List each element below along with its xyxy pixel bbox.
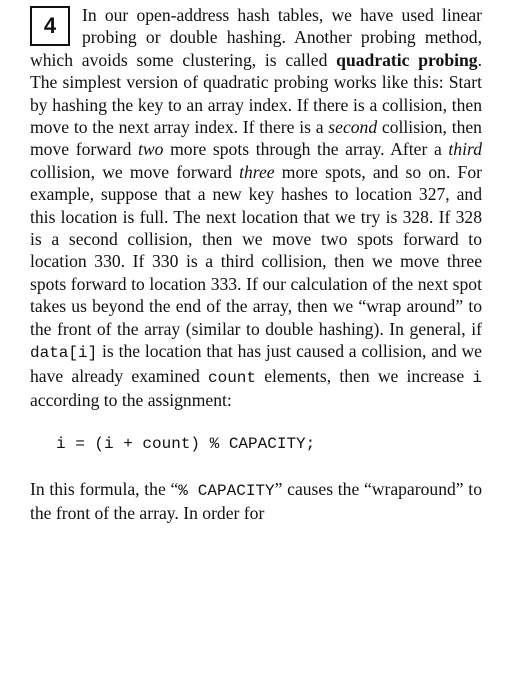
code-data-i: data[i]	[30, 344, 98, 363]
sentence-5-start: is the location that has just caused a collision, and we have already examined	[30, 341, 482, 386]
sentence-3-rest: more spots through the array. After a	[163, 139, 449, 160]
formula-code-line: i = (i + count) % CAPACITY;	[56, 435, 316, 454]
sentence-4-start: collision, we move forward	[30, 161, 240, 182]
para2-rest: ” causes the “wraparound” to the front of the array. In order for	[30, 478, 482, 524]
exercise-paragraph-1	[30, 4, 482, 411]
sentence-5-end: according to the assignment:	[30, 389, 232, 410]
exercise-block	[30, 4, 482, 525]
sentence-2-rest: . The simplest version of quadratic probing works like this: Start by hashing the key to an array index. If there is a collision, then move to the next array index. If there is a	[30, 49, 482, 138]
sentence-1: In our open-address hash tables, we have used linear probing or double hashing.	[82, 5, 482, 48]
code-i: i	[472, 368, 482, 387]
emphasis-two: two	[138, 139, 164, 160]
emphasis-three: three	[239, 161, 275, 182]
code-count: count	[207, 368, 256, 387]
sentence-2-start: Another probing method, which avoids some clustering, is called	[30, 27, 482, 70]
exercise-paragraph-2	[30, 478, 482, 525]
para2-start: In this formula, the “	[30, 478, 179, 499]
exercise-number: 4	[43, 13, 57, 38]
code-capacity: % CAPACITY	[178, 481, 275, 500]
sentence-4-rest: more spots, and so on. For example, suppose that a new key hashes to location 327, and this location is full. The next location that we try is 328. If 328 is a second collision, then we move two spots forward to location 330. If 330 is a third collision, then we move three spots forward to location 333. If our calculation of the next spot takes us beyond the end of the array, then we “wrap around” to the front of the array (similar to double hashing). In general, if	[30, 161, 482, 339]
sentence-5-mid: elements, then we increase	[256, 365, 473, 386]
emphasis-second: second	[328, 117, 378, 138]
term-quadratic-probing: quadratic probing	[336, 49, 478, 70]
emphasis-third: third	[448, 139, 482, 160]
exercise-number-box	[30, 6, 70, 46]
sentence-3-start: collision, then move forward	[30, 117, 482, 160]
